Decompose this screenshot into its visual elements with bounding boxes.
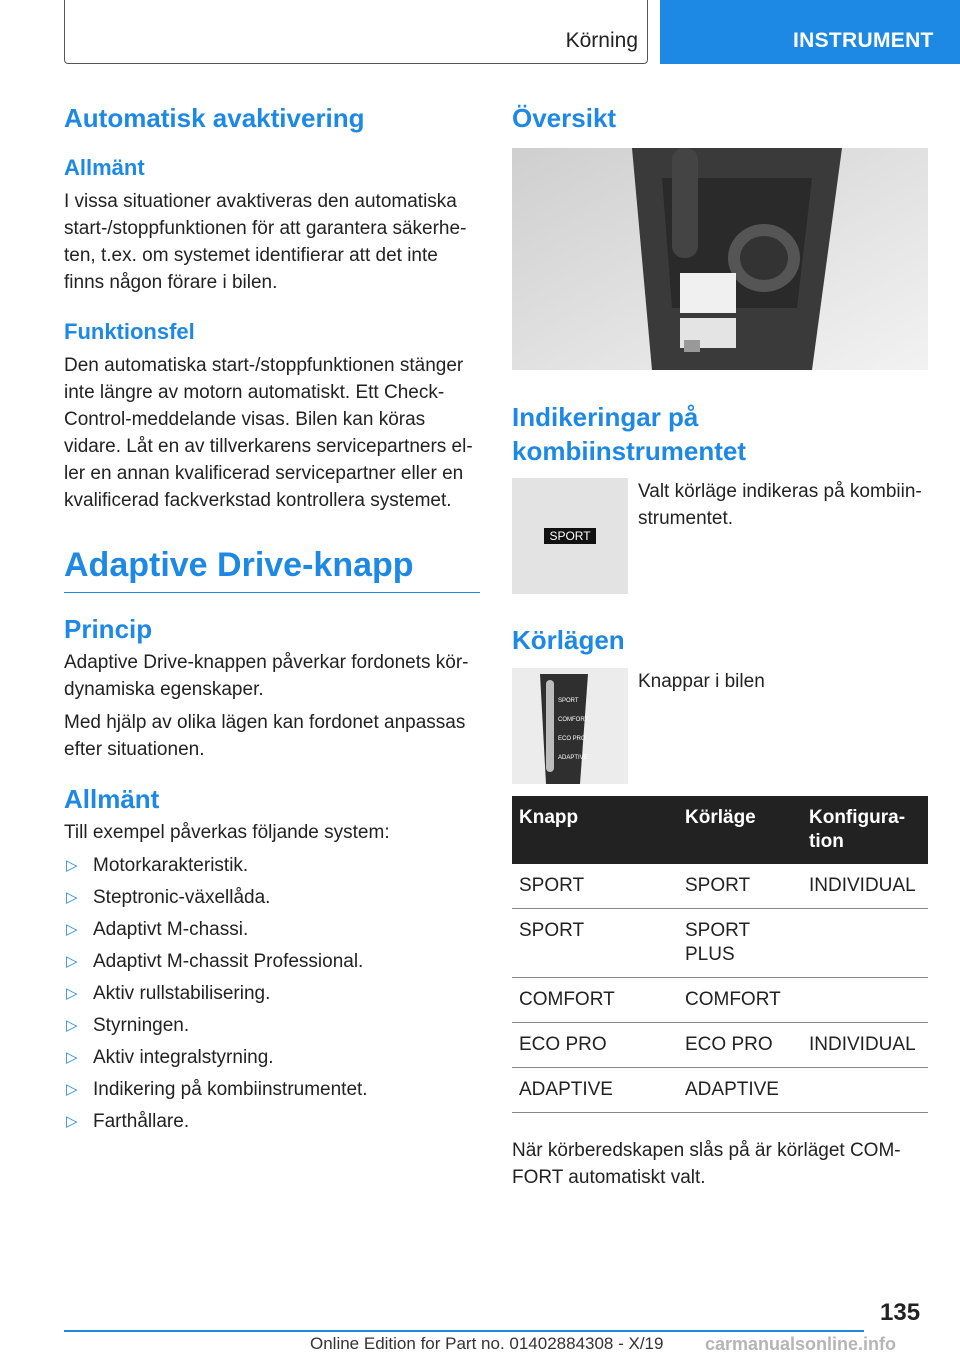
watermark: carmanualsonline.info xyxy=(705,1334,897,1354)
table-row xyxy=(512,1068,928,1113)
paragraph-allmant: I vissa situationer avaktiveras den automatiska start-/stoppfunktionen för att garantera säkerheten, t.ex. om systemet identifierar att det inte finns någon förare i bilen. xyxy=(64,191,467,293)
triangle-bullet-icon: ▷ xyxy=(66,953,78,970)
table-row xyxy=(512,864,928,909)
list-item: ▷ Styrningen. xyxy=(64,1012,480,1039)
table-cell xyxy=(802,978,928,1023)
paragraph-allmant-2: Till exempel påverkas följande system: xyxy=(64,822,390,843)
paragraph-princip-2: Med hjälp av olika lägen kan fordonet anpassas efter situationen. xyxy=(64,712,466,760)
button-label-adaptive: ADAPTIVE xyxy=(558,755,588,761)
heading-korlagen: Körlägen xyxy=(512,625,625,655)
triangle-bullet-icon: ▷ xyxy=(66,857,78,874)
drive-mode-buttons-image xyxy=(512,668,628,784)
table-cell xyxy=(802,909,928,978)
center-console-image xyxy=(512,148,928,370)
table-cell: ADAPTIVE xyxy=(512,1068,678,1113)
list-item: ▷ Motorkarakteristik. xyxy=(64,852,480,879)
buttons-block xyxy=(512,668,928,784)
cluster-indicator-image xyxy=(512,478,628,594)
paragraph-funktionsfel: Den automatiska start-/stoppfunktionen stänger inte längre av motorn automatiskt. Ett Check-Control-meddelande visas. Bilen kan köras vidare. Låt en av tillverkarens servicepartners eller en annan kvalificerad servicepartner eller en kvalificerad fackverkstad kontrollera systemet. xyxy=(64,355,473,511)
paragraph-comfort-default: När körberedskapen slås på är körläget COMFORT automatiskt valt. xyxy=(512,1140,901,1188)
table-cell: ADAPTIVE xyxy=(678,1068,802,1113)
table-cell: SPORT xyxy=(512,909,678,978)
page-number: 135 xyxy=(880,1299,921,1326)
left-column xyxy=(64,100,480,1140)
triangle-bullet-icon: ▷ xyxy=(66,985,78,1002)
col-header-korlage: Körläge xyxy=(678,796,802,864)
list-item: ▷ Steptronic-växellåda. xyxy=(64,884,480,911)
triangle-bullet-icon: ▷ xyxy=(66,921,78,938)
table-row xyxy=(512,1023,928,1068)
heading-indikeringar: Indikeringar på kombiinstrumentet xyxy=(512,402,747,466)
table-cell: INDIVIDUAL xyxy=(802,1023,928,1068)
list-item: ▷ Adaptivt M-chassi. xyxy=(64,916,480,943)
table-header-row xyxy=(512,796,928,864)
table-cell: SPORT PLUS xyxy=(678,909,802,978)
table-cell: ECO PRO xyxy=(678,1023,802,1068)
header-chapter-label: INSTRUMENT xyxy=(793,29,934,52)
paragraph-knappar: Knappar i bilen xyxy=(638,671,765,692)
triangle-bullet-icon: ▷ xyxy=(66,1081,78,1098)
table-cell: SPORT xyxy=(512,864,678,909)
heading-automatisk-avaktivering: Automatisk avaktivering xyxy=(64,103,365,133)
table-cell: INDIVIDUAL xyxy=(802,864,928,909)
list-item: ▷ Indikering på kombiinstrumentet. xyxy=(64,1076,480,1103)
heading-funktionsfel: Funktionsfel xyxy=(64,319,195,344)
drive-modes-table xyxy=(512,796,928,1113)
header-section-label: Körning xyxy=(565,29,638,52)
triangle-bullet-icon: ▷ xyxy=(66,1113,78,1130)
footer-edition: Online Edition for Part no. 01402884308 - X/19 xyxy=(310,1334,664,1353)
triangle-bullet-icon: ▷ xyxy=(66,1049,78,1066)
col-header-knapp: Knapp xyxy=(512,796,678,864)
list-item: ▷ Farthållare. xyxy=(64,1108,480,1135)
system-list xyxy=(64,852,480,1135)
paragraph-indikeringar: Valt körläge indikeras på kombiinstrumentet. xyxy=(638,481,922,529)
table-cell: ECO PRO xyxy=(512,1023,678,1068)
table-row xyxy=(512,909,928,978)
table-row xyxy=(512,978,928,1023)
button-labels xyxy=(558,692,588,768)
heading-princip: Princip xyxy=(64,614,153,644)
heading-allmant: Allmänt xyxy=(64,155,145,180)
list-item: ▷ Aktiv integralstyrning. xyxy=(64,1044,480,1071)
paragraph-princip-1: Adaptive Drive-knappen påverkar fordonets kördynamiska egenskaper. xyxy=(64,652,469,700)
triangle-bullet-icon: ▷ xyxy=(66,1017,78,1034)
table-cell: COMFORT xyxy=(512,978,678,1023)
header-tab-frame xyxy=(64,0,648,64)
button-label-comfort: COMFORT xyxy=(558,717,589,723)
list-item: ▷ Adaptivt M-chassit Professional. xyxy=(64,948,480,975)
center-console-illustration xyxy=(512,148,928,370)
table-cell: COMFORT xyxy=(678,978,802,1023)
heading-allmant-2: Allmänt xyxy=(64,784,160,814)
footer-divider xyxy=(64,1330,864,1332)
table-cell: SPORT xyxy=(678,864,802,909)
right-column xyxy=(512,100,928,1191)
table-cell xyxy=(802,1068,928,1113)
list-item: ▷ Aktiv rullstabilisering. xyxy=(64,980,480,1007)
indication-block xyxy=(512,478,928,594)
heading-oversikt: Översikt xyxy=(512,103,617,133)
col-header-konfiguration: Konfiguration xyxy=(802,796,928,864)
button-label-sport: SPORT xyxy=(558,698,579,704)
triangle-bullet-icon: ▷ xyxy=(66,889,78,906)
sport-badge: SPORT xyxy=(544,528,596,544)
button-label-eco-pro: ECO PRO xyxy=(558,736,586,742)
heading-adaptive-drive-knapp: Adaptive Drive-knapp xyxy=(64,542,480,593)
